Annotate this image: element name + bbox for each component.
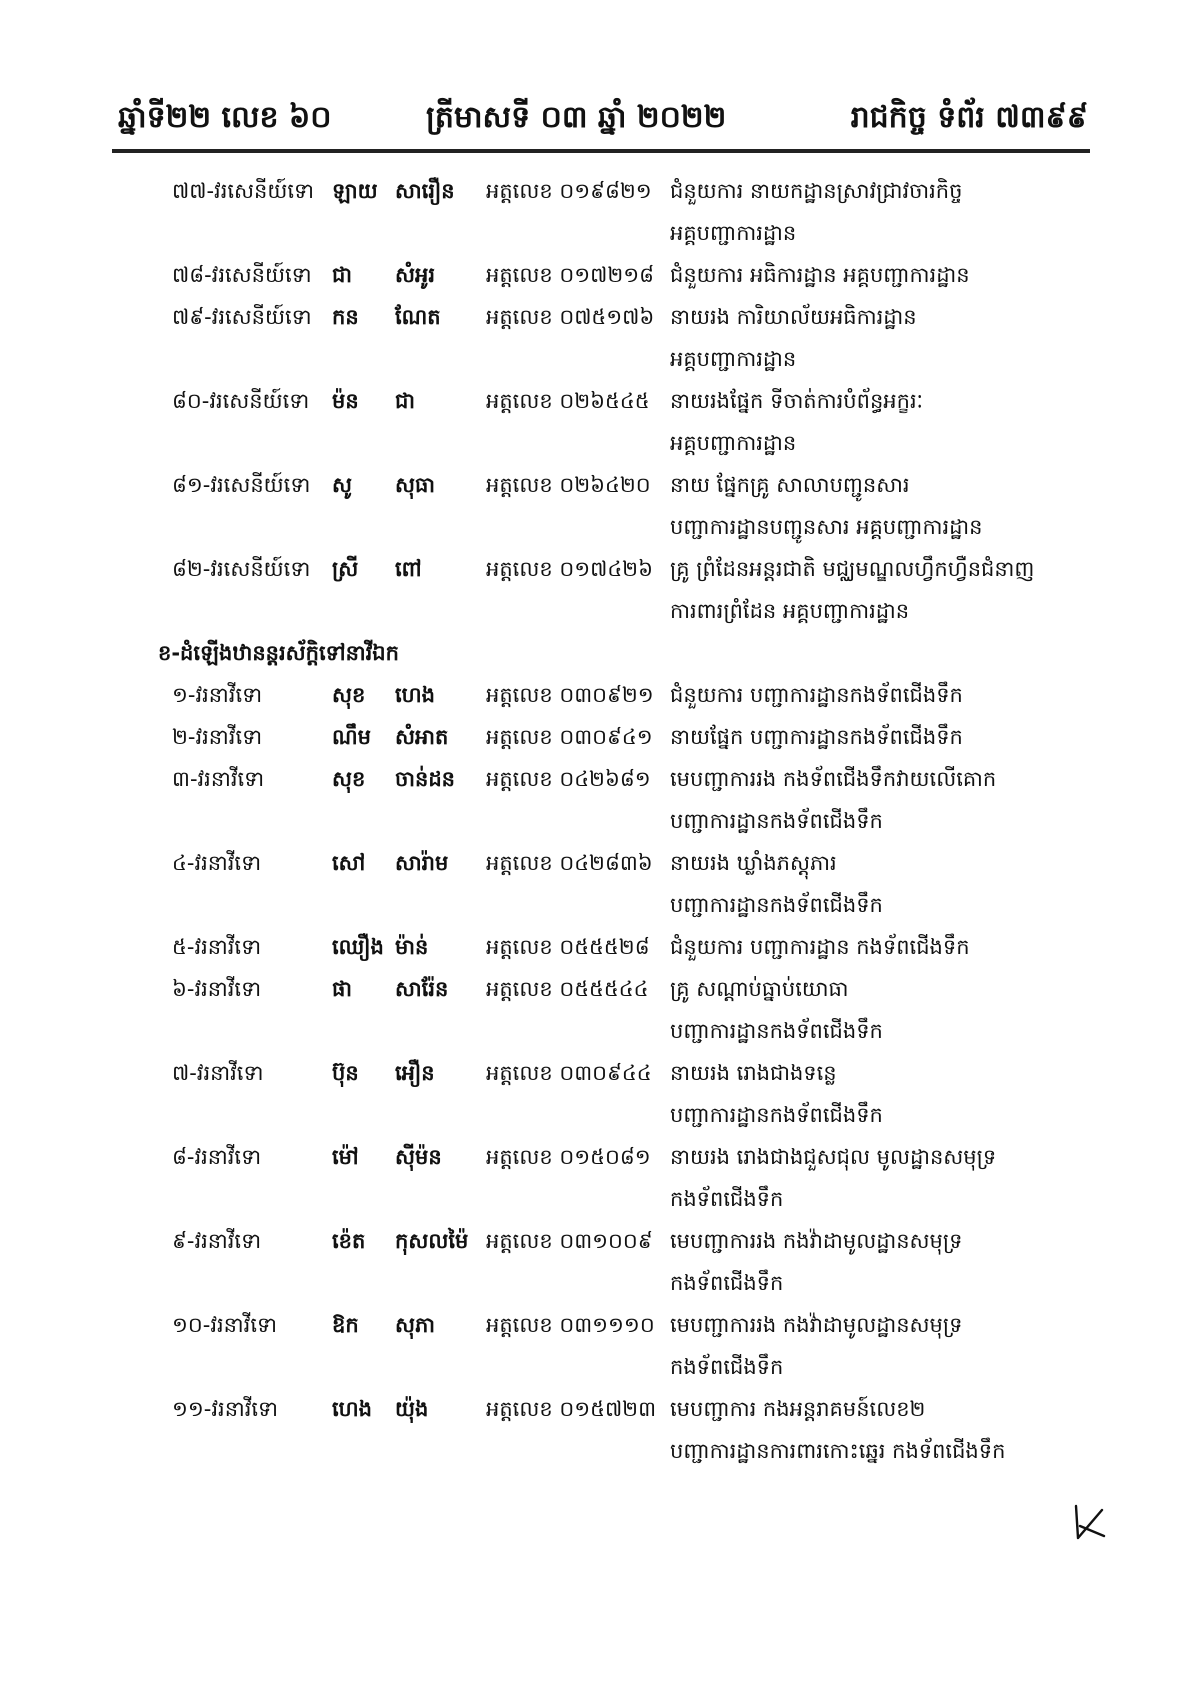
officer-position — [670, 1304, 1070, 1388]
officer-surname: សៅ — [332, 851, 366, 875]
officer-row — [0, 842, 1191, 926]
officer-row — [0, 1220, 1191, 1304]
position-line: នាយ ផ្នែកគ្រូ សាលាបញ្ជូនសារ — [670, 473, 910, 497]
position-line: បញ្ជាការដ្ឋានកងទ័ពជើងទឹក — [670, 893, 883, 917]
officer-position — [670, 296, 1070, 380]
officer-position — [670, 758, 1070, 842]
officer-position — [670, 1052, 1070, 1136]
officer-surname: កន — [332, 305, 359, 329]
officer-id-number: អត្តលេខ ០៥៥៥៤៤ — [486, 977, 649, 1001]
officer-id-number: អត្តលេខ ០១៧៤២៦ — [486, 557, 653, 581]
position-line: មេបញ្ជាការ កងអន្តរាគមន៍លេខ២ — [670, 1397, 926, 1421]
officer-row — [0, 968, 1191, 1052]
officer-row — [0, 254, 1191, 296]
officer-row — [0, 548, 1191, 632]
officer-surname: ស្រី — [332, 557, 359, 581]
officer-row — [0, 1304, 1191, 1388]
officer-given-name: សុធា — [395, 473, 435, 497]
officer-rank: ១១-វរនាវីទោ — [172, 1397, 279, 1421]
officer-rank: ៩-វរនាវីទោ — [172, 1229, 262, 1253]
quarter-date: ត្រីមាសទី ០៣ ឆ្នាំ ២០២២ — [426, 100, 727, 135]
officer-surname: ឈឿង — [332, 935, 384, 959]
officer-id-number: អត្តលេខ ០១៥០៨១ — [486, 1145, 651, 1169]
position-line: កងទ័ពជើងទឹក — [670, 1355, 784, 1379]
officer-surname: ឱក — [332, 1313, 359, 1337]
officer-rank: ៧-វរនាវីទោ — [172, 1061, 264, 1085]
officer-id-number: អត្តលេខ ០៣០៩៤១ — [486, 725, 653, 749]
officer-surname: ប៊ុន — [332, 1061, 359, 1085]
position-line: មេបញ្ជាការរង កងទ័ពជើងទឹកវាយលើគោក — [670, 767, 997, 791]
position-line: មេបញ្ជាការរង កងវ៉ាដាមូលដ្ឋានសមុទ្រ — [670, 1313, 963, 1337]
officer-given-name: ស៊ីម៉ន — [395, 1145, 442, 1169]
officer-surname: ម៉ៅ — [332, 1145, 359, 1169]
officer-rank: ១-វរនាវីទោ — [172, 683, 263, 707]
officer-given-name: ជា — [395, 389, 415, 413]
officer-rank: ៥-វរនាវីទោ — [172, 935, 262, 959]
officer-id-number: អត្តលេខ ០៣១០០៩ — [486, 1229, 653, 1253]
officer-list-a — [0, 170, 1191, 632]
officer-row — [0, 1136, 1191, 1220]
issue-number: ឆ្នាំទី២២ លេខ ៦០ — [118, 100, 332, 135]
header-rule — [112, 149, 1090, 153]
officer-rank: ៨១-វរសេនីយ៍ទោ — [172, 473, 311, 497]
officer-given-name: យ៉ុង — [395, 1397, 429, 1421]
position-line: បញ្ជាការដ្ឋានកងទ័ពជើងទឹក — [670, 1103, 883, 1127]
officer-surname: សូ — [332, 473, 352, 497]
officer-rank: ៧៧-វរសេនីយ៍ទោ — [172, 179, 315, 203]
officer-given-name: ណែត — [395, 305, 441, 329]
officer-surname: ខ៉េត — [332, 1229, 366, 1253]
position-line: នាយផ្នែក បញ្ជាការដ្ឋានកងទ័ពជើងទឹក — [670, 725, 963, 749]
officer-id-number: អត្តលេខ ០៥៥៥២៨ — [486, 935, 650, 959]
officer-id-number: អត្តលេខ ០២៦៥៤៥ — [486, 389, 650, 413]
officer-id-number: អត្តលេខ ០១៥៧២៣ — [486, 1397, 657, 1421]
officer-given-name: អឿន — [395, 1061, 435, 1085]
officer-position — [670, 380, 1070, 464]
officer-id-number: អត្តលេខ ០៣១១១០ — [486, 1313, 655, 1337]
officer-rank: ២-វរនាវីទោ — [172, 725, 263, 749]
position-line: អគ្គបញ្ជាការដ្ឋាន — [670, 221, 797, 245]
gazette-page: រាជកិច្ច ទំព័រ ៧៣៩៩ — [850, 100, 1088, 135]
officer-given-name: ម៉ាន់ — [395, 935, 429, 959]
officer-position — [670, 1388, 1070, 1472]
officer-given-name: ហេង — [395, 683, 435, 707]
section-title: ខ-ដំឡើងឋានន្តរស័ក្តិទៅនាវីឯក — [158, 641, 399, 665]
officer-surname: ហេង — [332, 1397, 372, 1421]
position-line: គ្រូ សណ្ដាប់ធ្នាប់យោធា — [670, 977, 849, 1001]
position-line: បញ្ជាការដ្ឋានកងទ័ពជើងទឹក — [670, 1019, 883, 1043]
officer-rank: ៨២-វរសេនីយ៍ទោ — [172, 557, 311, 581]
initial-mark — [1068, 1502, 1108, 1542]
position-line: នាយរង រោងជាងទន្លេ — [670, 1061, 837, 1085]
officer-row — [0, 1388, 1191, 1472]
officer-given-name: សុភា — [395, 1313, 435, 1337]
officer-surname: ផា — [332, 977, 352, 1001]
officer-rank: ៤-វរនាវីទោ — [172, 851, 262, 875]
officer-position — [670, 674, 1070, 716]
position-line: កងទ័ពជើងទឹក — [670, 1271, 784, 1295]
officer-position — [670, 170, 1070, 254]
position-line: បញ្ជាការដ្ឋានកងទ័ពជើងទឹក — [670, 809, 883, 833]
officer-surname: ឡាយ — [332, 179, 378, 203]
officer-row — [0, 716, 1191, 758]
position-line: អគ្គបញ្ជាការដ្ឋាន — [670, 347, 797, 371]
position-line: ជំនួយការ បញ្ជាការដ្ឋាន កងទ័ពជើងទឹក — [670, 935, 970, 959]
officer-id-number: អត្តលេខ ០២៦៤២០ — [486, 473, 651, 497]
officer-surname: ជា — [332, 263, 352, 287]
officer-row — [0, 170, 1191, 254]
officer-row — [0, 926, 1191, 968]
officer-position — [670, 548, 1070, 632]
officer-row — [0, 296, 1191, 380]
position-line: មេបញ្ជាការរង កងវ៉ាដាមូលដ្ឋានសមុទ្រ — [670, 1229, 963, 1253]
officer-id-number: អត្តលេខ ០៣០៩៤៤ — [486, 1061, 652, 1085]
promotion-list — [0, 170, 1191, 1472]
position-line: អគ្គបញ្ជាការដ្ឋាន — [670, 431, 797, 455]
officer-list-b — [0, 674, 1191, 1472]
officer-position — [670, 842, 1070, 926]
position-line: នាយរង ការិយាល័យអធិការដ្ឋាន — [670, 305, 917, 329]
officer-given-name: ចាន់ដន — [395, 767, 455, 791]
position-line: នាយរង ឃ្លាំងភស្តុភារ — [670, 851, 837, 875]
position-line: នាយរង រោងជាងជួសជុល មូលដ្ឋានសមុទ្រ — [670, 1145, 997, 1169]
officer-row — [0, 1052, 1191, 1136]
position-line: ជំនួយការ អធិការដ្ឋាន អគ្គបញ្ជាការដ្ឋាន — [670, 263, 970, 287]
position-line: កងទ័ពជើងទឹក — [670, 1187, 784, 1211]
position-line: ជំនួយការ បញ្ជាការដ្ឋានកងទ័ពជើងទឹក — [670, 683, 963, 707]
officer-surname: សុខ — [332, 767, 366, 791]
officer-row — [0, 464, 1191, 548]
officer-given-name: សារឿន — [395, 179, 455, 203]
officer-given-name: សំអាត — [395, 725, 449, 749]
officer-given-name: សារ៉ាម — [395, 851, 449, 875]
officer-id-number: អត្តលេខ ០៧៥១៧៦ — [486, 305, 655, 329]
officer-position — [670, 926, 1070, 968]
officer-id-number: អត្តលេខ ០១៩៨២១ — [486, 179, 652, 203]
officer-row — [0, 380, 1191, 464]
officer-row — [0, 674, 1191, 716]
officer-rank: ១០-វរនាវីទោ — [172, 1313, 277, 1337]
officer-given-name: សំអូរ — [395, 263, 435, 287]
officer-position — [670, 464, 1070, 548]
officer-position — [670, 1220, 1070, 1304]
officer-id-number: អត្តលេខ ០៣០៩២១ — [486, 683, 654, 707]
officer-given-name: ពៅ — [395, 557, 422, 581]
position-line: ការពារព្រំដែន អគ្គបញ្ជាការដ្ឋាន — [670, 599, 910, 623]
officer-rank: ៨០-វរសេនីយ៍ទោ — [172, 389, 310, 413]
officer-rank: ៧៩-វរសេនីយ៍ទោ — [172, 305, 312, 329]
page-header — [118, 92, 1088, 144]
officer-surname: ណឹម — [332, 725, 371, 749]
officer-given-name: កុសលម៉ៃ — [395, 1229, 469, 1253]
officer-row — [0, 758, 1191, 842]
officer-rank: ៦-វរនាវីទោ — [172, 977, 262, 1001]
officer-surname: សុខ — [332, 683, 366, 707]
position-line: បញ្ជាការដ្ឋានបញ្ជូនសារ អគ្គបញ្ជាការដ្ឋាន — [670, 515, 983, 539]
officer-position — [670, 254, 1070, 296]
officer-given-name: សារ៉ែន — [395, 977, 449, 1001]
position-line: នាយរងផ្នែក ទីចាត់ការបំព័ន្ធអក្ខរៈ — [670, 389, 924, 413]
officer-rank: ៨-វរនាវីទោ — [172, 1145, 262, 1169]
officer-position — [670, 968, 1070, 1052]
officer-surname: ម៉ន — [332, 389, 359, 413]
officer-id-number: អត្តលេខ ០៤២៨៣៦ — [486, 851, 653, 875]
position-line: បញ្ជាការដ្ឋានការពារកោះឆ្នេរ កងទ័ពជើងទឹក — [670, 1439, 1006, 1463]
position-line: ជំនួយការ នាយកដ្ឋានស្រាវជ្រាវចារកិច្ច — [670, 179, 963, 203]
officer-position — [670, 716, 1070, 758]
officer-rank: ៣-វរនាវីទោ — [172, 767, 265, 791]
position-line: គ្រូ ព្រំដែនអន្តរជាតិ មជ្ឈមណ្ឌលហ្វឹកហ្វឺនជំនាញ — [670, 557, 1035, 581]
officer-position — [670, 1136, 1070, 1220]
officer-rank: ៧៨-វរសេនីយ៍ទោ — [172, 263, 312, 287]
officer-id-number: អត្តលេខ ០៤២៦៨១ — [486, 767, 651, 791]
officer-id-number: អត្តលេខ ០១៧២១៨ — [486, 263, 654, 287]
